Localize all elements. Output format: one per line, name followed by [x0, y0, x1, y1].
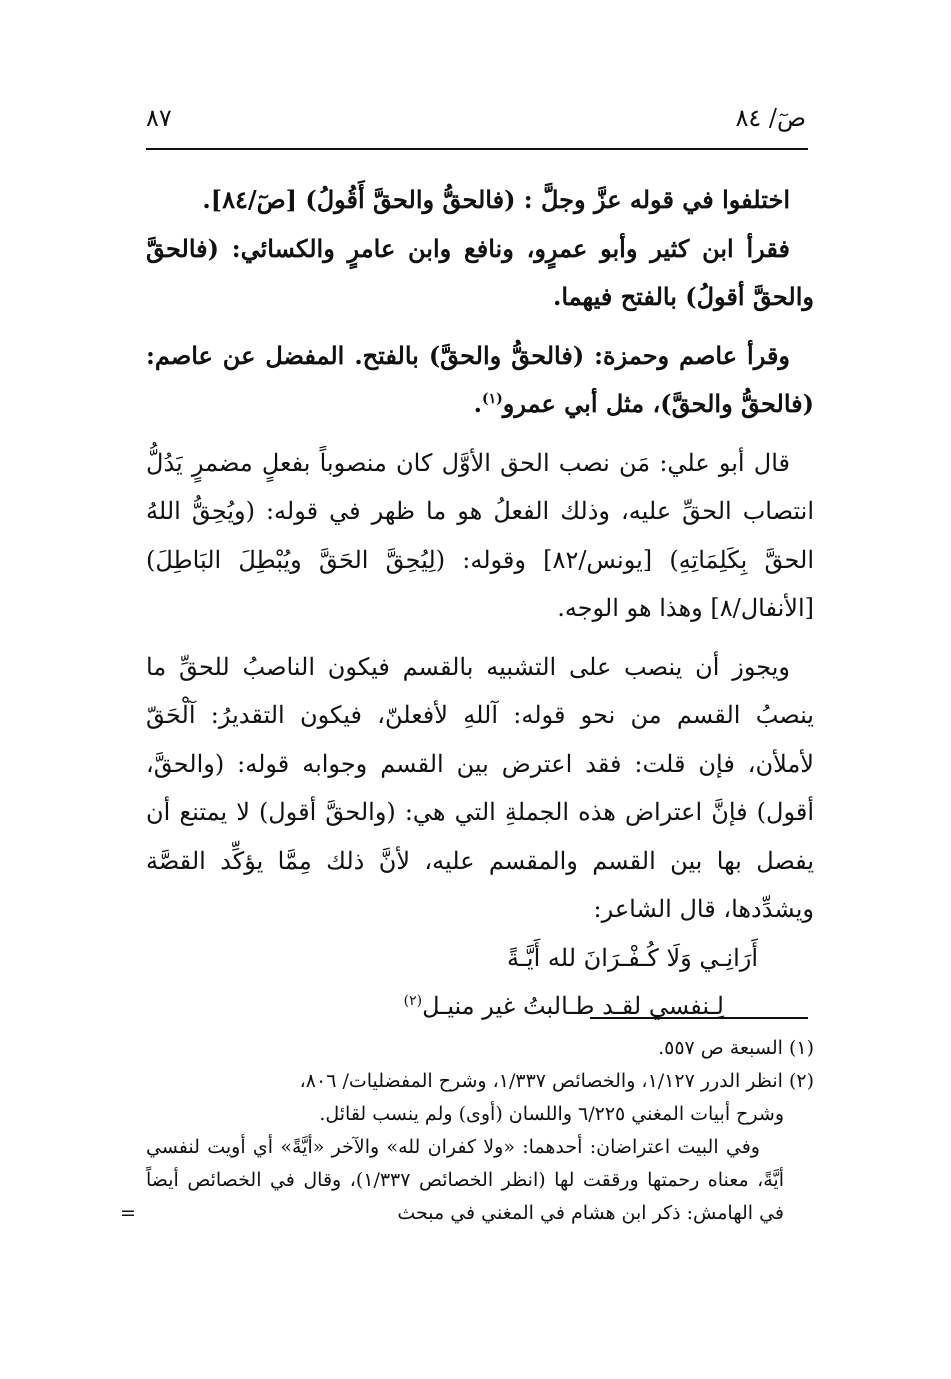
paragraph-5: ويجوز أن ينصب على التشبيه بالقسم فيكون الناصبُ للحقِّ ما ينصبُ القسم من نحو قوله: آللهِ لأفعلنّ، فيكون التقديرُ: آلْحَقّ لأملأن، فإن قلت: فقد اعترض بين القسم وجوابه قوله: (والحقَّ، أقول) فإنَّ اعتراض هذه الجملةِ التي هي: (والحقَّ أقول) لا يمتنع أن يفصل بها بين القسم والمقسم عليه، لأنَّ ذلك مِمَّا يؤكِّد القصَّة ويشدِّدها، قال الشاعر: [146, 652, 814, 923]
main-text [146, 176, 814, 1034]
paragraph-2: فقرأ ابن كثير وأبو عمرٍو، ونافع وابن عامرٍ والكسائي: (فالحقَّ والحقَّ أقولُ) بالفتح فيهما. [146, 233, 814, 311]
paragraph-3-end: . [473, 389, 482, 418]
footnote-rule [590, 1017, 808, 1019]
footnote-2-line-1: (٢) انظر الدرر ١/١٢٧، والخصائص ١/٣٣٧، وشرح المفضليات/ ٨٠٦، [299, 1070, 814, 1092]
continuation-mark: = [120, 1202, 136, 1224]
footnote-1: (١) السبعة ص ٥٥٧. [658, 1037, 814, 1059]
paragraph-3 [146, 332, 814, 429]
footnote-2-line-2: وشرح أبيات المغني ٦/٢٢٥ واللسان (أوى) ولم ينسب لقائل. [319, 1103, 784, 1125]
running-head [146, 104, 806, 144]
header-rule [146, 148, 808, 150]
page-number: ٨٧ [146, 104, 172, 132]
footnotes [120, 1032, 814, 1230]
footnote-ref-1: (١) [482, 391, 503, 407]
footnote-ref-2: (٢) [403, 992, 423, 1009]
verse-line-2 [404, 982, 724, 1031]
verse-line-1: أَرَانِـي وَلَا كُـفْـرَانَ لله أَيَّـةً [507, 943, 758, 972]
paragraph-1: اختلفوا في قوله عزَّ وجلَّ : (فالحقُّ والحقَّ أَقُولُ) [صٓ/٨٤]. [202, 185, 790, 214]
footnote-2-commentary-text: وفي البيت اعتراضان: أحدهما: «ولا كفران لله» والآخر «أيَّةً» أي أويت لنفسي أيَّةً، معناه رحمتها ورققت لها (انظر الخصائص ١/٣٣٧)، وقال في الخصائص أيضاً في الهامش: ذكر ابن هشام في المغني في مبحث [146, 1136, 784, 1224]
paragraph-4: قال أبو علي: مَن نصب الحق الأوَّل كان منصوباً بفعلٍ مضمرٍ يَدُلُّ انتصاب الحقِّ عليه، وذلك الفعلُ هو ما ظهر في قوله: (ويُحِقُّ اللهُ الحقَّ بِكَلِمَاتِهِ) [يونس/٨٢] وقوله: (لِيُحِقَّ الحَقَّ ويُبْطِلَ البَاطِلَ) [الأنفال/٨] وهذا هو الوجه. [146, 448, 814, 622]
paragraph-3-text: وقرأ عاصم وحمزة: (فالحقُّ والحقَّ) بالفتح. المفضل عن عاصم: (فالحقُّ والحقَّ)، مثل أبي عمرو [146, 340, 814, 418]
surah-reference: صٓ/ ٨٤ [735, 104, 806, 132]
verse-line-2-text: لِـنفسي لقـد طـالبتُ غير منيـل [422, 991, 724, 1020]
footnote-2-commentary [120, 1131, 814, 1230]
